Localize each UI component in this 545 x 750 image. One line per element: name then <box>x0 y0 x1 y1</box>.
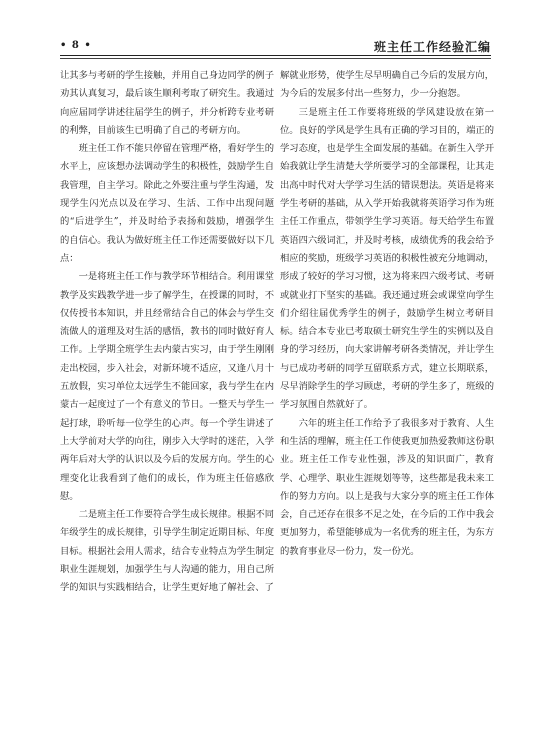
paragraph-conclusion: 六年的班主任工作给予了我很多对于教育、人生和生活的理解，班主任工作使我更加热爱教师这份职业。班主任工作专业性强，涉及的知识面广，教育学、心理学、职业生涯规划等等，这些都是我未来工作的努力方向。以上是我与大家分享的班主任工作体会，自己还存在很多不足之处，在今后的工作中我会更加努力，希望能够成为一名优秀的班主任，为东方的教育事业尽一份力，发一份光。 <box>280 417 494 557</box>
running-header-title: 班主任工作经验汇编 <box>373 40 491 54</box>
right-column <box>280 67 494 561</box>
paragraph-continuation: 让其多与考研的学生接触，并用自己身边同学的例子劝其认真复习，最后该生顺利考取了研究生。我通过向应届同学讲述往届学生的例子，并分析跨专业考研的利弊，目前该生已明确了自己的考研方向。 <box>60 70 274 136</box>
paragraph-point-one: 一是将班主任工作与教学环节相结合。利用课堂教学及实践教学进一步了解学生，在授课的同时，不仅传授书本知识，并且经常结合自己的体会与学生交流做人的道理及对生活的感悟，教书的同时做好育人工作。上学期全班学生去内蒙古实习，由于学生刚刚走出校园，步入社会，对新环境不适应，又逢八月十五放假，实习单位太远学生不能回家，我与学生在内蒙古一起度过了一个有意义的节日。一整天与学生一起打球，聆听每一位学生的心声。每一个学生讲述了上大学前对大学的向往，刚步入大学时的迷茫，入学两年后对大学的认识以及今后的发展方向。学生的心理变化让我看到了他们的成长，作为班主任倍感欣慰。 <box>60 271 274 502</box>
left-column <box>60 67 274 598</box>
page-number: • 8 • <box>60 40 92 51</box>
paragraph-point-two: 二是班主任工作要符合学生成长规律。根据不同年级学生的成长规律，引导学生制定近期目标、年度目标。根据社会用人需求，结合专业特点为学生制定职业生涯规划，加强学生与人沟通的能力，用自己所学的知识与实践相结合，让学生更好地了解社会、了 <box>60 509 274 594</box>
paragraph-point-two-continued: 解就业形势，使学生尽早明确自己今后的发展方向，为今后的发展多付出一些努力，少一分抱怨。 <box>280 70 494 100</box>
header-divider <box>60 55 491 56</box>
header-divider-thin <box>60 58 491 59</box>
paragraph-point-three: 三是班主任工作要将班级的学风建设放在第一位。良好的学风是学生具有正确的学习目的，端正的学习态度，也是学生全面发展的基础。在新生入学开始我就让学生清楚大学所要学习的全部课程，让其走出高中时代对大学学习生活的错误想法。英语是将来学生考研的基础，从入学开始我就将英语学习作为班主任工作重点，带领学生学习英语。每天给学生布置英语四六级词汇，并及时考核，成绩优秀的我会给予相应的奖励，班级学习英语的积极性被充分地调动，形成了较好的学习习惯，这为将来四六级考试、考研或就业打下坚实的基础。我还通过班会或课堂向学生们介绍往届优秀学生的例子，鼓励学生树立考研目标。结合本专业已考取硕士研究生学生的实例以及自身的学习经历，向大家讲解考研各类情况，并让学生与已成功考研的同学互留联系方式，建立长期联系，尽早消除学生的学习顾虑，考研的学生多了，班级的学习氛围自然就好了。 <box>280 106 494 411</box>
paragraph-class-management: 班主任工作不能只停留在管理严格，看好学生的水平上，应该想办法调动学生的积极性，鼓励学生自我管理，自主学习。除此之外要注重与学生沟通，发现学生闪光点以及在学习、生活、工作中出现问题的“后进学生”，并及时给予表扬和鼓励，增强学生的自信心。我认为做好班主任工作还需要做好以下几点： <box>60 143 274 264</box>
